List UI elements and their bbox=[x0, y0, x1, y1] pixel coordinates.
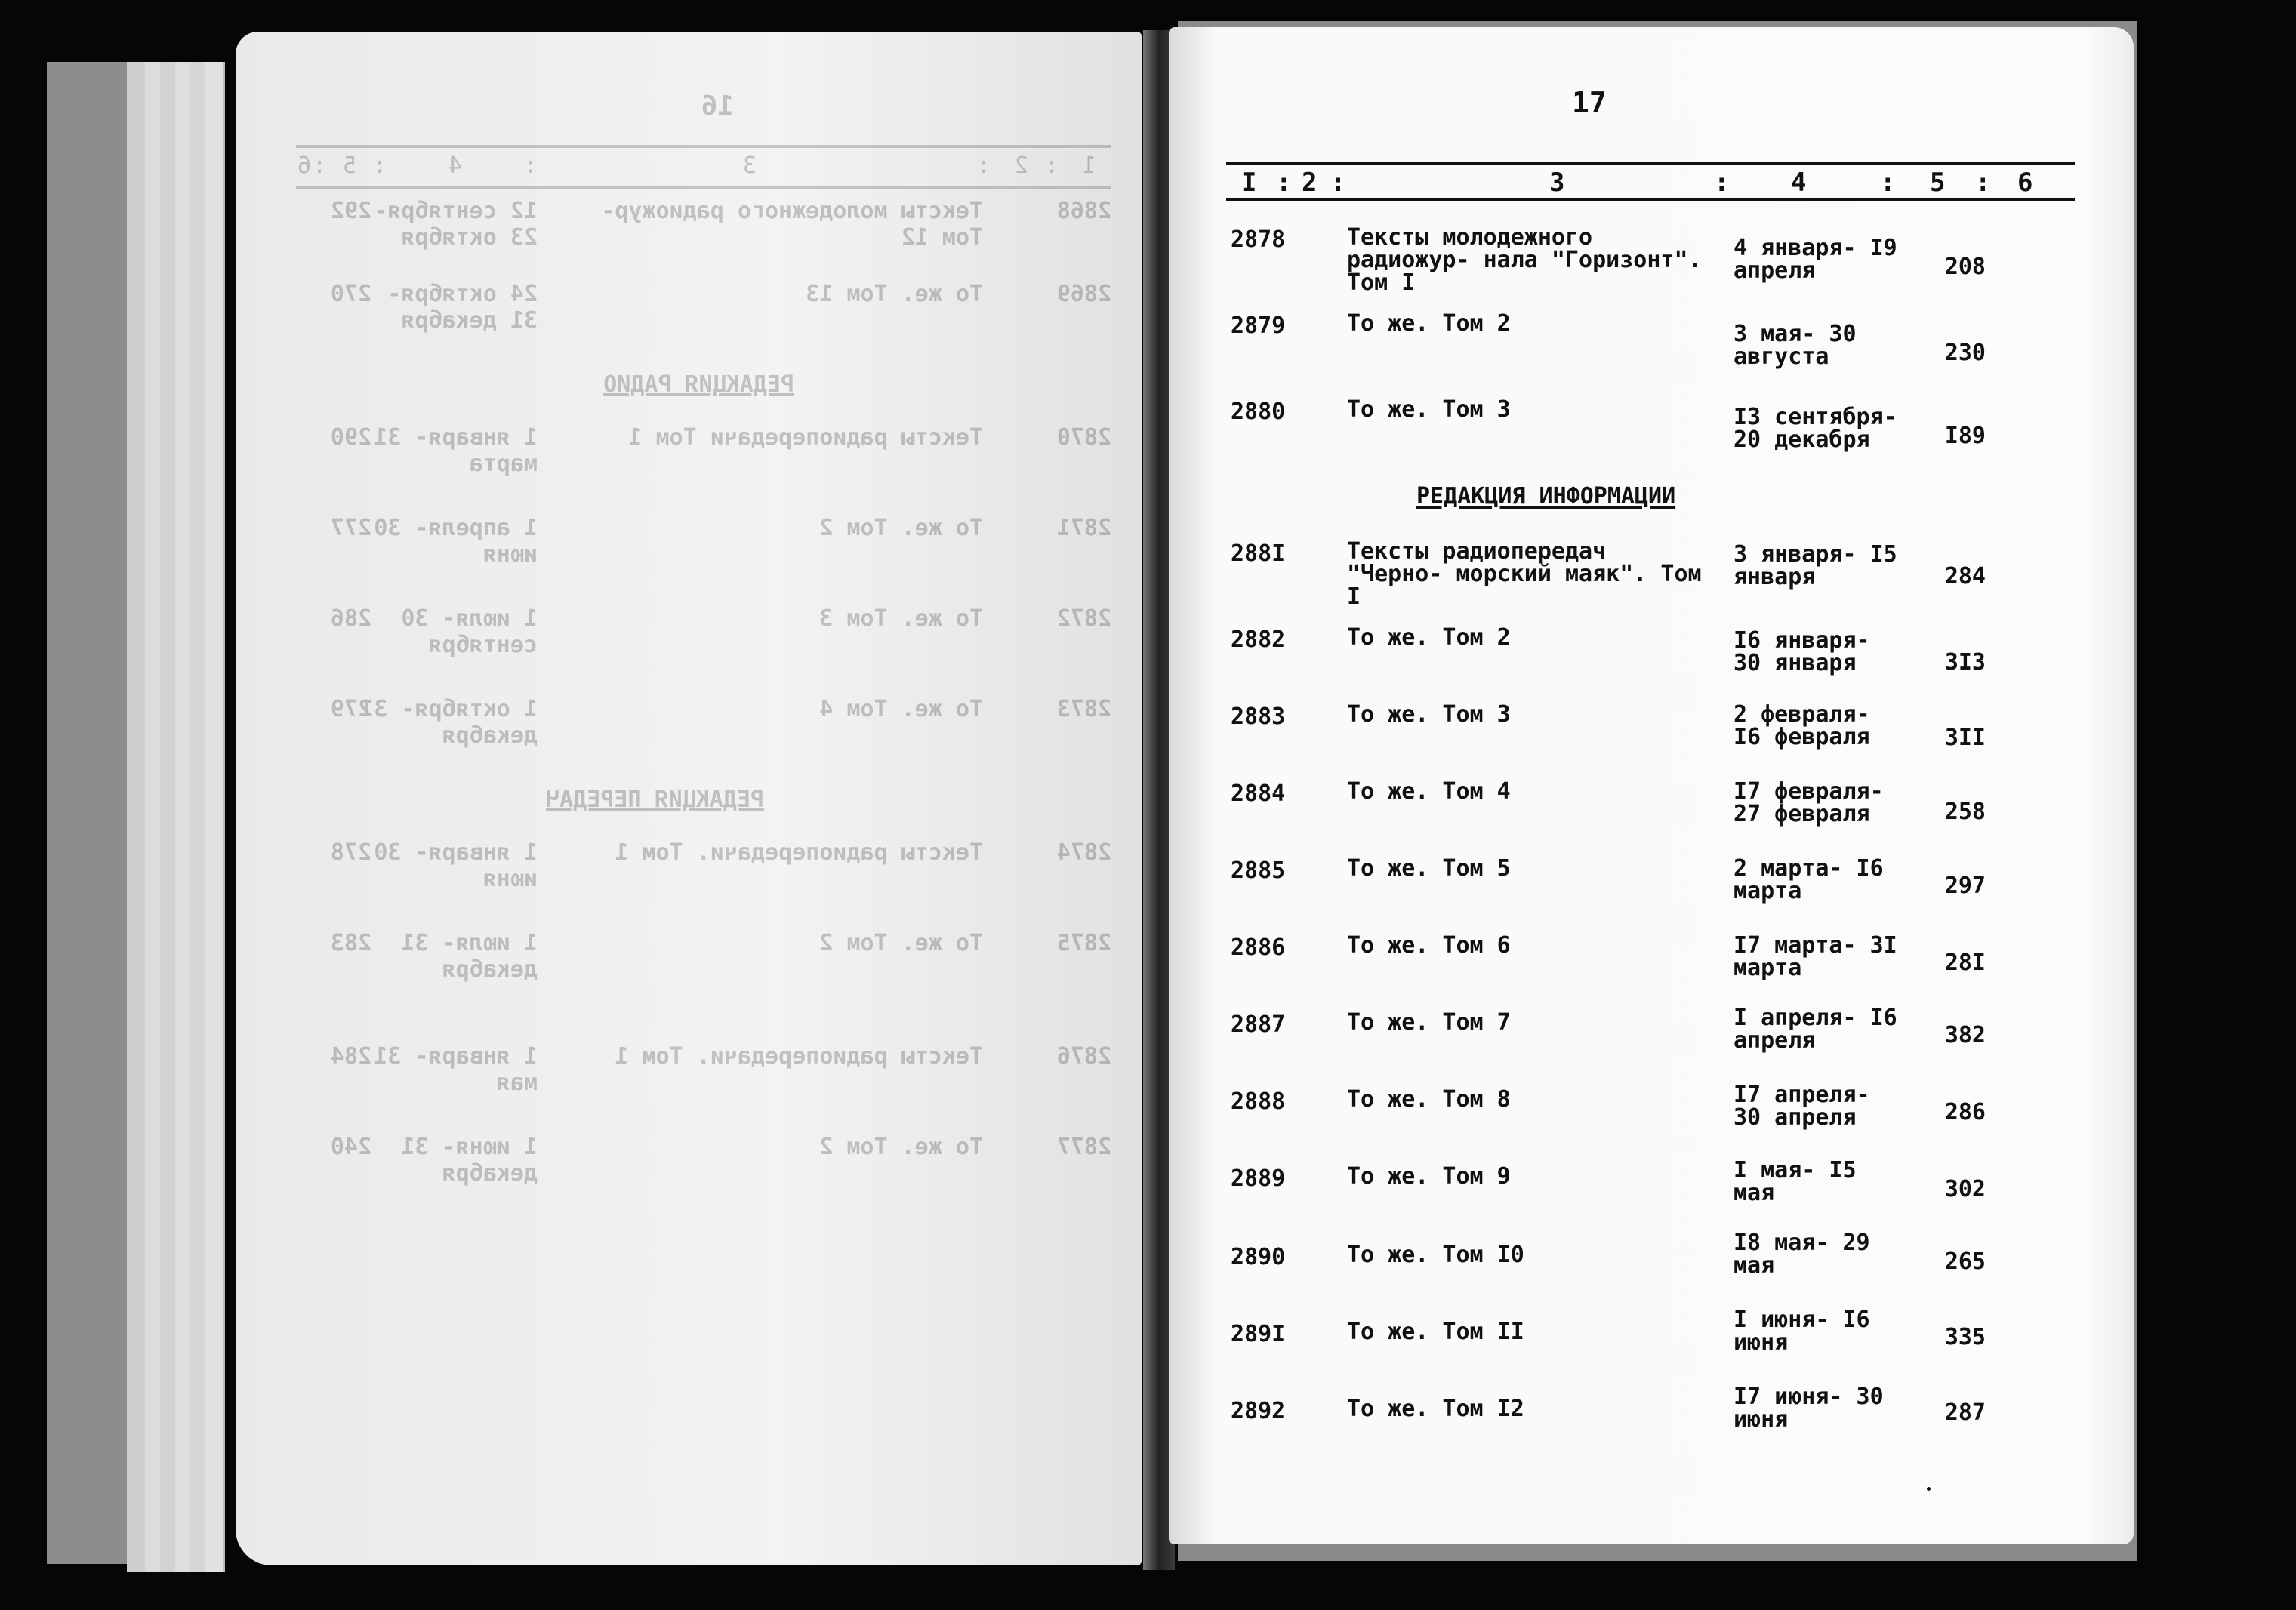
row-sheets: 302 bbox=[1944, 1176, 1986, 1202]
row-dates: I6 января- 30 января bbox=[1734, 627, 1870, 676]
row-number: 2886 bbox=[1231, 934, 1286, 961]
left-header-cell: : bbox=[312, 152, 326, 179]
header-sep: : bbox=[1975, 168, 1991, 198]
row-dates: I7 февраля- 27 февраля bbox=[1734, 778, 1884, 827]
row-dates: 3 мая- 30 августа bbox=[1734, 321, 1857, 370]
ink-speck bbox=[1927, 1487, 1931, 1491]
header-sep: : bbox=[1276, 168, 1292, 198]
header-cell-1: I bbox=[1241, 168, 1257, 198]
row-title: То же. Том 7 bbox=[1347, 1009, 1511, 1036]
row-dates: 3 января- I5 января bbox=[1734, 541, 1897, 590]
row-sheets: 287 bbox=[1944, 1399, 1986, 1426]
row-sheets: 297 bbox=[1944, 873, 1986, 899]
row-number: 2885 bbox=[1231, 857, 1286, 884]
row-sheets: 28I bbox=[1944, 950, 1986, 976]
row-dates: 2 марта- I6 марта bbox=[1734, 855, 1884, 904]
row-sheets: 382 bbox=[1944, 1022, 1986, 1048]
row-sheets: 230 bbox=[1944, 340, 1986, 366]
left-header-cell: 4 bbox=[448, 152, 462, 179]
header-cell-4: 4 bbox=[1791, 168, 1807, 198]
row-title: Тексты радиопередач "Черно- морский маяк". Том I bbox=[1347, 538, 1702, 610]
left-header-cell: 5 bbox=[342, 152, 356, 179]
row-sheets: I89 bbox=[1944, 423, 1986, 449]
row-dates: I7 июня- 30 июня bbox=[1734, 1384, 1884, 1433]
row-number: 289I bbox=[1231, 1321, 1286, 1347]
left-page-bleedthrough: 16 1 : 2 : 3 : 4 : 5 : 6 2868 Тексты молодежного радиожур- Том 12 12 сентября- 23 октября 292 2869 То же. Том 13 24 октября- 31 декабря 270 РЕДАКЦИЯ РАДИО 2870 Тексты радиопередачи Том 1 1 января- 31 марта 290 2871 То же. Том 2 1 апреля- 30 июня 277 2872 То же. Том 3 1 июля- 30 сентября 286 2873 То же. Том 4 1 октября- 31 декабря 279 РЕДАКЦИЯ ПЕРЕДАЧ 2874 Тексты радиопередачи. Том 1 1 января- 30 июня 278 2875 То же. Том 2 1 июля- 31 декабря 283 2876 Тексты радиопередачи. Том 1 1 января- 31 мая 284 2877 То же. Том 2 1 июня- 31 декабря 240 bbox=[297, 91, 1111, 1187]
row-number: 2884 bbox=[1231, 780, 1286, 807]
row-number: 2880 bbox=[1231, 399, 1286, 425]
row-title: То же. Том 8 bbox=[1347, 1086, 1511, 1113]
row-dates: 2 февраля- I6 февраля bbox=[1734, 701, 1870, 750]
left-table-header bbox=[296, 145, 1111, 189]
row-number: 2889 bbox=[1231, 1165, 1286, 1192]
header-cell-6: 6 bbox=[2017, 168, 2033, 198]
row-sheets: 335 bbox=[1944, 1324, 1986, 1350]
header-cell-2: 2 bbox=[1302, 168, 1318, 198]
row-title: То же. Том 3 bbox=[1347, 701, 1511, 728]
row-sheets: 265 bbox=[1944, 1248, 1986, 1275]
left-page-number: 16 bbox=[701, 91, 734, 122]
row-dates: I7 марта- 3I марта bbox=[1734, 932, 1897, 981]
row-number: 288I bbox=[1231, 540, 1286, 567]
row-title: То же. Том 2 bbox=[1347, 624, 1511, 651]
left-header-cell: 1 bbox=[1082, 152, 1096, 179]
header-cell-5: 5 bbox=[1930, 168, 1946, 198]
row-title: То же. Том 4 bbox=[1347, 778, 1511, 805]
left-header-cell: : bbox=[1044, 152, 1059, 179]
row-dates: 4 января- I9 апреля bbox=[1734, 235, 1897, 284]
row-dates: I7 апреля- 30 апреля bbox=[1734, 1082, 1870, 1131]
row-number: 2892 bbox=[1231, 1398, 1286, 1424]
left-header-cell: : bbox=[372, 152, 387, 179]
left-header-cell: 6 bbox=[297, 152, 311, 179]
row-title: То же. Том 3 bbox=[1347, 396, 1511, 423]
row-dates: I8 мая- 29 мая bbox=[1734, 1230, 1870, 1279]
row-title: То же. Том I2 bbox=[1347, 1396, 1524, 1422]
row-title: То же. Том 5 bbox=[1347, 855, 1511, 882]
row-sheets: 286 bbox=[1944, 1099, 1986, 1125]
row-title: То же. Том 6 bbox=[1347, 932, 1511, 959]
row-sheets: 284 bbox=[1944, 563, 1986, 590]
left-header-cell: 3 bbox=[742, 152, 757, 179]
left-header-cell: 2 bbox=[1014, 152, 1028, 179]
row-number: 2890 bbox=[1231, 1244, 1286, 1270]
row-number: 2887 bbox=[1231, 1011, 1286, 1038]
row-title: То же. Том II bbox=[1347, 1319, 1524, 1345]
row-dates: I3 сентября- 20 декабря bbox=[1734, 404, 1897, 453]
header-rule-top bbox=[1226, 162, 2075, 165]
header-rule-bottom bbox=[1226, 198, 2075, 201]
left-page bbox=[236, 32, 1142, 1565]
row-sheets: 258 bbox=[1944, 799, 1986, 825]
left-section-heading: РЕДАКЦИЯ РАДИО bbox=[603, 371, 794, 398]
left-header-cell: : bbox=[523, 152, 538, 179]
header-sep: : bbox=[1330, 168, 1346, 198]
left-header-cell: : bbox=[976, 152, 991, 179]
row-number: 2883 bbox=[1231, 703, 1286, 730]
row-dates: I июня- I6 июня bbox=[1734, 1307, 1870, 1356]
row-sheets: 3II bbox=[1944, 725, 1986, 751]
row-number: 2882 bbox=[1231, 626, 1286, 653]
header-cell-3: 3 bbox=[1549, 168, 1565, 198]
row-dates: I мая- I5 мая bbox=[1734, 1157, 1857, 1206]
row-title: То же. Том I0 bbox=[1347, 1242, 1524, 1268]
header-sep: : bbox=[1880, 168, 1896, 198]
header-sep: : bbox=[1714, 168, 1730, 198]
row-number: 2888 bbox=[1231, 1088, 1286, 1115]
book-board-left bbox=[47, 62, 137, 1564]
row-sheets: 208 bbox=[1944, 254, 1986, 280]
row-sheets: 3I3 bbox=[1944, 649, 1986, 676]
section-heading: РЕДАКЦИЯ ИНФОРМАЦИИ bbox=[1416, 483, 1676, 509]
row-number: 2878 bbox=[1231, 226, 1286, 253]
row-title: То же. Том 9 bbox=[1347, 1163, 1511, 1190]
row-number: 2879 bbox=[1231, 312, 1286, 339]
left-section-heading: РЕДАКЦИЯ ПЕРЕДАЧ bbox=[546, 787, 764, 813]
row-title: Тексты молодежного радиожур- нала "Горизонт". Том I bbox=[1347, 224, 1702, 296]
row-dates: I апреля- I6 апреля bbox=[1734, 1005, 1897, 1054]
row-title: То же. Том 2 bbox=[1347, 310, 1511, 337]
right-page-number: 17 bbox=[1572, 86, 1607, 119]
